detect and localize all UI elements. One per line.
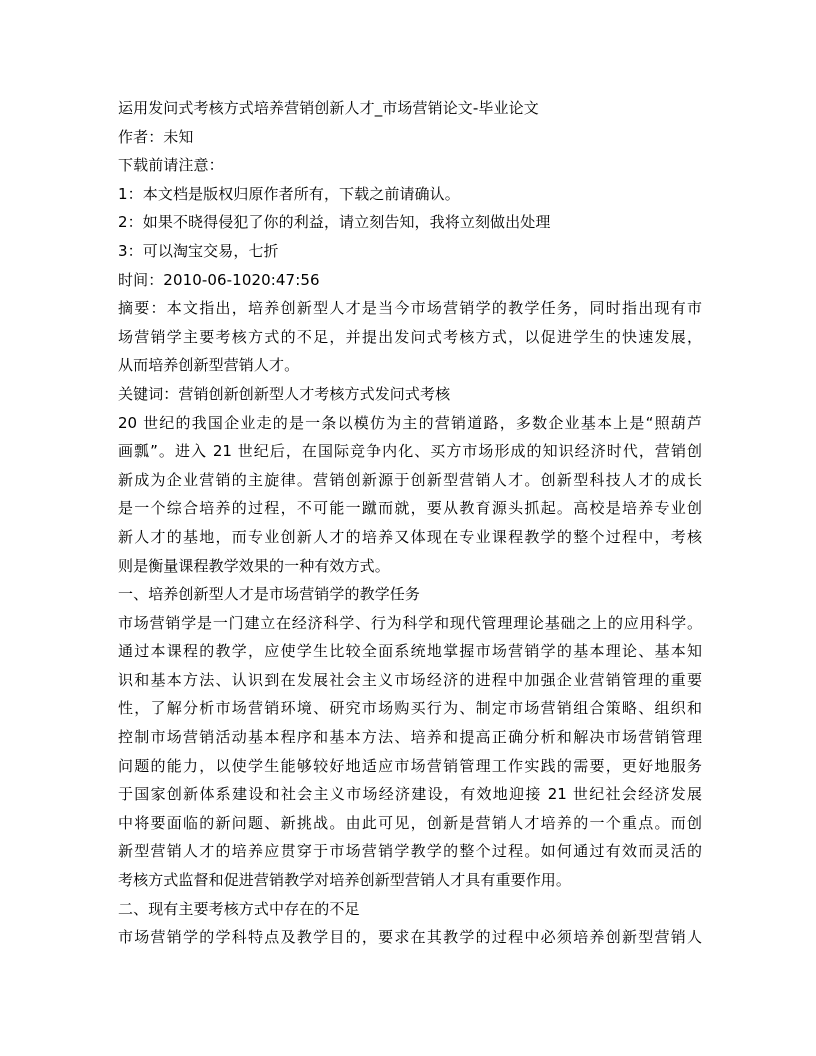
intro-line: 画瓢”。进入 21 世纪后，在国际竞争内化、买方市场形成的知识经济时代，营销创 (118, 442, 702, 461)
section-1-line: 通过本课程的教学，应使学生比较全面系统地掌握市场营销学的基本理论、基本知 (118, 642, 702, 661)
intro-line: 新成为企业营销的主旋律。营销创新源于创新型营销人才。创新型科技人才的成长 (118, 470, 702, 489)
intro-line: 新人才的基地，而专业创新人才的培养又体现在专业课程教学的整个过程中，考核 (118, 527, 702, 546)
notice-item: 3：可以淘宝交易，七折 (118, 241, 279, 260)
section-1-line: 市场营销学是一门建立在经济科学、行为科学和现代管理理论基础之上的应用科学。 (118, 613, 702, 632)
section-1-line: 性，了解分析市场营销环境、研究市场购买行为、制定市场营销组合策略、组织和 (118, 699, 702, 718)
author-line: 作者：未知 (118, 127, 194, 146)
intro-line: 是一个综合培养的过程，不可能一蹴而就，要从教育源头抓起。高校是培养专业创 (118, 499, 702, 518)
notice-item: 2：如果不晓得侵犯了你的利益，请立刻告知，我将立刻做出处理 (118, 213, 551, 232)
section-1-heading: 一、培养创新型人才是市场营销学的教学任务 (118, 585, 421, 604)
keywords-line: 关键词：营销创新创新型人才考核方式发问式考核 (118, 384, 451, 403)
section-1-line: 中将要面临的新问题、新挑战。由此可见，创新是营销人才培养的一个重点。而创 (118, 813, 702, 832)
document-body (118, 94, 702, 952)
section-1-line: 新型营销人才的培养应贯穿于市场营销学教学的整个过程。如何通过有效而灵活的 (118, 842, 702, 861)
section-2-line: 市场营销学的学科特点及教学目的，要求在其教学的过程中必须培养创新型营销人 (118, 928, 702, 947)
intro-line: 则是衡量课程教学效果的一种有效方式。 (118, 556, 390, 575)
section-1-line: 控制市场营销活动基本程序和基本方法、培养和提高正确分析和解决市场营销管理 (118, 728, 702, 747)
section-1-line: 问题的能力，以使学生能够较好地适应市场营销管理工作实践的需要，更好地服务 (118, 756, 702, 775)
notice-heading: 下载前请注意： (118, 156, 224, 175)
section-1-line: 于国家创新体系建设和社会主义市场经济建设，有效地迎接 21 世纪社会经济发展 (118, 785, 702, 804)
section-2-heading: 二、现有主要考核方式中存在的不足 (118, 899, 360, 918)
section-1-line: 识和基本方法、认识到在发展社会主义市场经济的进程中加强企业营销管理的重要 (118, 670, 702, 689)
abstract-line: 从而培养创新型营销人才。 (118, 356, 300, 375)
time-line: 时间：2010-06-1020:47:56 (118, 270, 320, 289)
document-title: 运用发问式考核方式培养营销创新人才_市场营销论文-毕业论文 (118, 99, 539, 117)
notice-item: 1：本文档是版权归原作者所有，下载之前请确认。 (118, 184, 460, 203)
intro-line: 20 世纪的我国企业走的是一条以模仿为主的营销道路，多数企业基本上是“照葫芦 (118, 413, 702, 432)
section-1-line: 考核方式监督和促进营销教学对培养创新型营销人才具有重要作用。 (118, 871, 572, 890)
abstract-line: 摘要：本文指出，培养创新型人才是当今市场营销学的教学任务，同时指出现有市 (118, 299, 702, 318)
abstract-line: 场营销学主要考核方式的不足，并提出发问式考核方式，以促进学生的快速发展， (118, 327, 702, 346)
